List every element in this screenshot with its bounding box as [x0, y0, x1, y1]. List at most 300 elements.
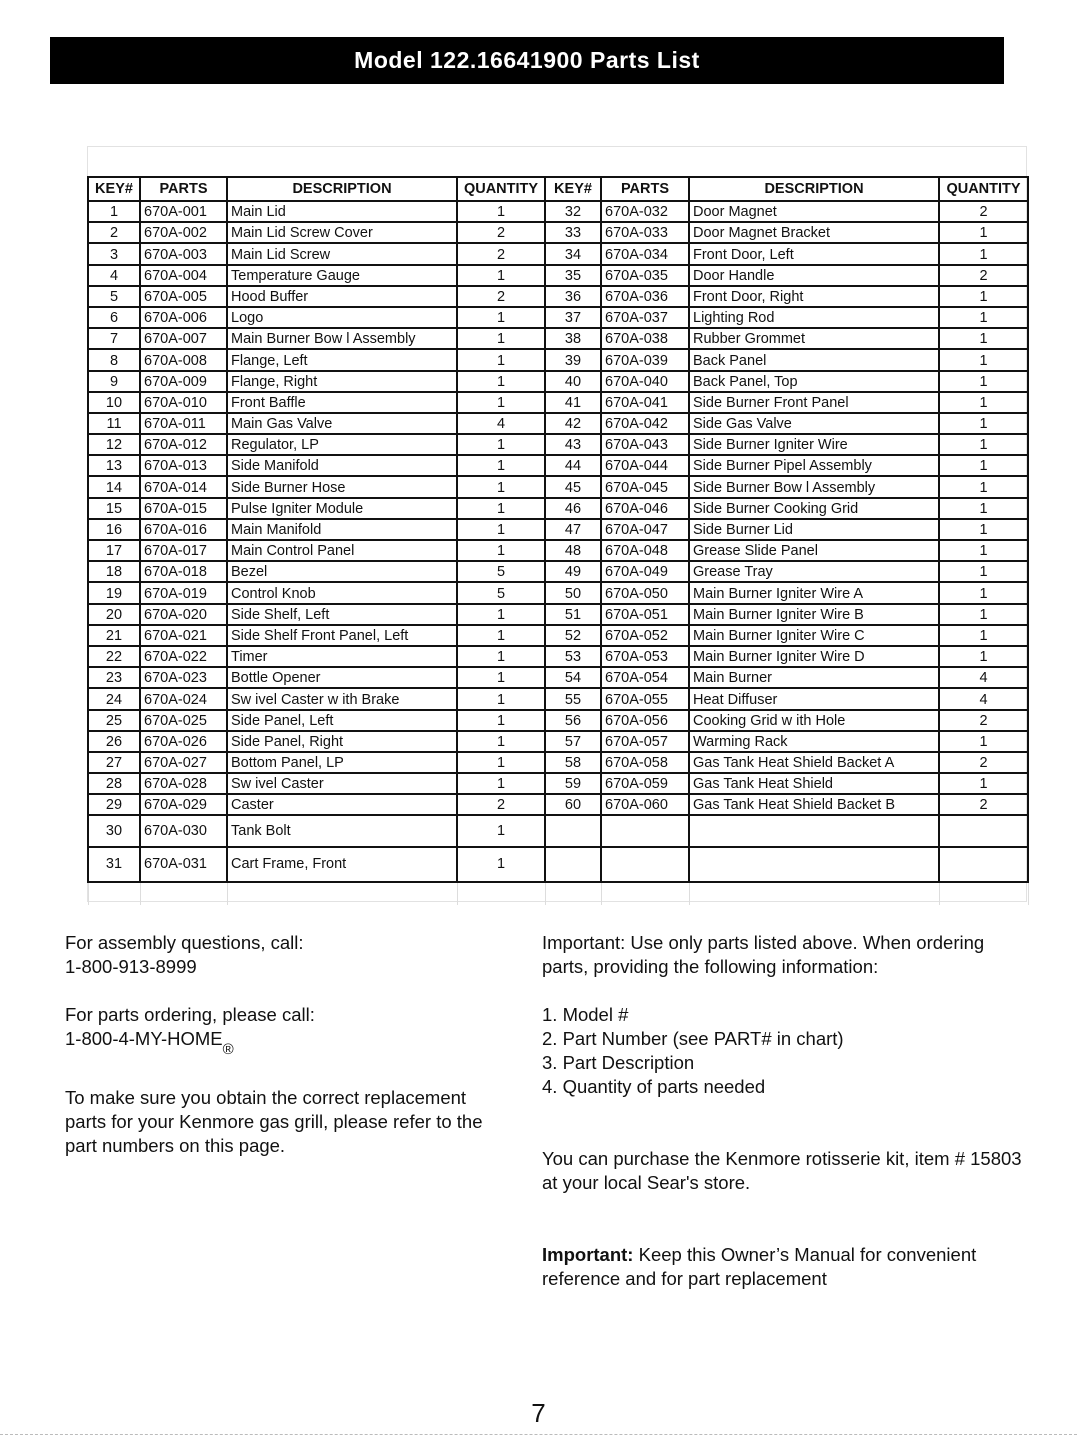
ordering-phone: 1-800-4-MY-HOME — [65, 1028, 223, 1049]
quantity-cell: 1 — [939, 773, 1028, 794]
description-cell: Main Burner Igniter Wire B — [689, 604, 939, 625]
key-cell: 25 — [88, 710, 140, 731]
parts-table — [87, 176, 1029, 905]
table-row — [88, 667, 1028, 688]
header-key: KEY# — [88, 177, 140, 201]
description-cell: Back Panel, Top — [689, 371, 939, 392]
part-number-cell: 670A-034 — [601, 243, 689, 264]
key-cell: 41 — [545, 392, 601, 413]
part-number-cell: 670A-005 — [140, 286, 227, 307]
key-cell: 51 — [545, 604, 601, 625]
part-number-cell: 670A-020 — [140, 604, 227, 625]
description-cell: Tank Bolt — [227, 815, 457, 847]
empty-cell — [939, 882, 1028, 905]
part-number-cell: 670A-001 — [140, 201, 227, 222]
part-number-cell: 670A-035 — [601, 265, 689, 286]
key-cell: 16 — [88, 519, 140, 540]
part-number-cell: 670A-037 — [601, 307, 689, 328]
header-description: DESCRIPTION — [227, 177, 457, 201]
description-cell: Temperature Gauge — [227, 265, 457, 286]
quantity-cell: 1 — [939, 349, 1028, 370]
list-item: 4. Quantity of parts needed — [542, 1076, 766, 1097]
key-cell: 11 — [88, 413, 140, 434]
key-cell: 46 — [545, 498, 601, 519]
part-number-cell: 670A-012 — [140, 434, 227, 455]
quantity-cell: 1 — [939, 646, 1028, 667]
quantity-cell: 1 — [457, 328, 545, 349]
empty-cell — [140, 882, 227, 905]
header-key-2: KEY# — [545, 177, 601, 201]
part-number-cell: 670A-008 — [140, 349, 227, 370]
table-row — [88, 265, 1028, 286]
quantity-cell: 2 — [457, 286, 545, 307]
description-cell: Side Shelf Front Panel, Left — [227, 625, 457, 646]
table-row — [88, 498, 1028, 519]
quantity-cell: 2 — [939, 265, 1028, 286]
quantity-cell: 1 — [939, 286, 1028, 307]
key-cell: 58 — [545, 752, 601, 773]
description-cell: Sw ivel Caster — [227, 773, 457, 794]
quantity-cell: 1 — [457, 498, 545, 519]
quantity-cell: 1 — [457, 392, 545, 413]
part-number-cell: 670A-056 — [601, 710, 689, 731]
key-cell: 1 — [88, 201, 140, 222]
table-padding-row — [88, 882, 1028, 905]
quantity-cell: 1 — [939, 328, 1028, 349]
empty-cell — [545, 882, 601, 905]
quantity-cell: 1 — [939, 519, 1028, 540]
header-quantity: QUANTITY — [457, 177, 545, 201]
quantity-cell: 1 — [457, 519, 545, 540]
part-number-cell: 670A-011 — [140, 413, 227, 434]
quantity-cell: 1 — [457, 847, 545, 882]
keep-text: Keep this Owner’s Manual for convenient reference and for part replacement — [542, 1244, 977, 1289]
description-cell: Grease Tray — [689, 561, 939, 582]
header-parts-2: PARTS — [601, 177, 689, 201]
part-number-cell: 670A-006 — [140, 307, 227, 328]
description-cell: Side Burner Hose — [227, 476, 457, 497]
list-item: 3. Part Description — [542, 1052, 695, 1073]
part-number-cell: 670A-029 — [140, 794, 227, 815]
table-row — [88, 773, 1028, 794]
part-number-cell: 670A-030 — [140, 815, 227, 847]
description-cell: Regulator, LP — [227, 434, 457, 455]
key-cell: 32 — [545, 201, 601, 222]
part-number-cell: 670A-021 — [140, 625, 227, 646]
part-number-cell: 670A-025 — [140, 710, 227, 731]
key-cell: 28 — [88, 773, 140, 794]
description-cell: Side Burner Lid — [689, 519, 939, 540]
quantity-cell: 1 — [939, 222, 1028, 243]
table-row — [88, 328, 1028, 349]
part-number-cell: 670A-015 — [140, 498, 227, 519]
table-row — [88, 243, 1028, 264]
description-cell: Timer — [227, 646, 457, 667]
quantity-cell: 1 — [939, 307, 1028, 328]
quantity-cell: 1 — [457, 688, 545, 709]
part-number-cell: 670A-060 — [601, 794, 689, 815]
key-cell: 50 — [545, 582, 601, 603]
quantity-cell: 1 — [457, 201, 545, 222]
part-number-cell: 670A-051 — [601, 604, 689, 625]
key-cell: 27 — [88, 752, 140, 773]
part-number-cell: 670A-018 — [140, 561, 227, 582]
key-cell: 23 — [88, 667, 140, 688]
key-cell: 35 — [545, 265, 601, 286]
table-row — [88, 519, 1028, 540]
table-row — [88, 582, 1028, 603]
key-cell: 40 — [545, 371, 601, 392]
key-cell: 20 — [88, 604, 140, 625]
description-cell: Side Panel, Left — [227, 710, 457, 731]
table-row — [88, 286, 1028, 307]
part-number-cell: 670A-009 — [140, 371, 227, 392]
quantity-cell — [939, 847, 1028, 882]
table-row — [88, 201, 1028, 222]
description-cell: Sw ivel Caster w ith Brake — [227, 688, 457, 709]
part-number-cell: 670A-019 — [140, 582, 227, 603]
description-cell: Pulse Igniter Module — [227, 498, 457, 519]
key-cell: 60 — [545, 794, 601, 815]
key-cell: 54 — [545, 667, 601, 688]
description-cell: Gas Tank Heat Shield Backet B — [689, 794, 939, 815]
key-cell: 43 — [545, 434, 601, 455]
header-parts: PARTS — [140, 177, 227, 201]
description-cell: Side Panel, Right — [227, 731, 457, 752]
part-number-cell: 670A-053 — [601, 646, 689, 667]
quantity-cell: 5 — [457, 582, 545, 603]
description-cell: Side Burner Pipel Assembly — [689, 455, 939, 476]
quantity-cell: 1 — [457, 540, 545, 561]
key-cell: 12 — [88, 434, 140, 455]
part-number-cell: 670A-055 — [601, 688, 689, 709]
description-cell: Main Lid — [227, 201, 457, 222]
registered-mark: ® — [222, 1041, 234, 1058]
quantity-cell: 1 — [457, 667, 545, 688]
part-number-cell: 670A-010 — [140, 392, 227, 413]
quantity-cell: 1 — [939, 625, 1028, 646]
quantity-cell: 2 — [457, 794, 545, 815]
left-info — [65, 931, 505, 1158]
description-cell: Bezel — [227, 561, 457, 582]
quantity-cell: 1 — [457, 731, 545, 752]
assembly-phone: 1-800-913-8999 — [65, 956, 197, 977]
key-cell: 24 — [88, 688, 140, 709]
part-number-cell: 670A-003 — [140, 243, 227, 264]
key-cell: 45 — [545, 476, 601, 497]
description-cell: Side Shelf, Left — [227, 604, 457, 625]
description-cell: Front Door, Right — [689, 286, 939, 307]
description-cell: Flange, Left — [227, 349, 457, 370]
description-cell: Back Panel — [689, 349, 939, 370]
part-number-cell: 670A-046 — [601, 498, 689, 519]
quantity-cell: 1 — [939, 371, 1028, 392]
description-cell: Bottle Opener — [227, 667, 457, 688]
key-cell: 10 — [88, 392, 140, 413]
assembly-label: For assembly questions, call: — [65, 932, 304, 953]
key-cell: 38 — [545, 328, 601, 349]
table-row — [88, 392, 1028, 413]
table-row — [88, 752, 1028, 773]
quantity-cell: 2 — [939, 752, 1028, 773]
part-number-cell: 670A-044 — [601, 455, 689, 476]
key-cell: 13 — [88, 455, 140, 476]
description-cell: Cart Frame, Front — [227, 847, 457, 882]
quantity-cell: 1 — [457, 710, 545, 731]
description-cell: Gas Tank Heat Shield — [689, 773, 939, 794]
part-number-cell: 670A-058 — [601, 752, 689, 773]
quantity-cell: 1 — [457, 349, 545, 370]
table-row — [88, 847, 1028, 882]
table-row — [88, 688, 1028, 709]
quantity-cell: 1 — [457, 604, 545, 625]
ordering-label: For parts ordering, please call: — [65, 1004, 315, 1025]
quantity-cell: 1 — [939, 604, 1028, 625]
description-cell: Main Burner Igniter Wire D — [689, 646, 939, 667]
key-cell: 37 — [545, 307, 601, 328]
header-quantity-2: QUANTITY — [939, 177, 1028, 201]
part-number-cell: 670A-036 — [601, 286, 689, 307]
description-cell: Control Knob — [227, 582, 457, 603]
part-number-cell: 670A-033 — [601, 222, 689, 243]
quantity-cell: 4 — [939, 667, 1028, 688]
part-number-cell: 670A-048 — [601, 540, 689, 561]
description-cell: Logo — [227, 307, 457, 328]
description-cell: Hood Buffer — [227, 286, 457, 307]
description-cell: Heat Diffuser — [689, 688, 939, 709]
table-row — [88, 413, 1028, 434]
key-cell: 34 — [545, 243, 601, 264]
quantity-cell: 5 — [457, 561, 545, 582]
key-cell: 44 — [545, 455, 601, 476]
description-cell — [689, 847, 939, 882]
table-row — [88, 561, 1028, 582]
description-cell: Main Burner Igniter Wire A — [689, 582, 939, 603]
part-number-cell: 670A-013 — [140, 455, 227, 476]
part-number-cell — [601, 847, 689, 882]
description-cell: Front Baffle — [227, 392, 457, 413]
key-cell: 26 — [88, 731, 140, 752]
part-number-cell: 670A-024 — [140, 688, 227, 709]
table-header-row — [88, 177, 1028, 201]
empty-cell — [689, 882, 939, 905]
header-description-2: DESCRIPTION — [689, 177, 939, 201]
part-number-cell: 670A-049 — [601, 561, 689, 582]
key-cell: 17 — [88, 540, 140, 561]
quantity-cell: 1 — [457, 455, 545, 476]
description-cell: Main Burner — [689, 667, 939, 688]
description-cell: Side Burner Bow l Assembly — [689, 476, 939, 497]
ordering-phone-line — [65, 1027, 505, 1062]
key-cell: 6 — [88, 307, 140, 328]
key-cell: 42 — [545, 413, 601, 434]
part-number-cell: 670A-017 — [140, 540, 227, 561]
key-cell: 15 — [88, 498, 140, 519]
quantity-cell: 2 — [457, 243, 545, 264]
description-cell: Door Handle — [689, 265, 939, 286]
key-cell: 21 — [88, 625, 140, 646]
key-cell: 19 — [88, 582, 140, 603]
description-cell: Flange, Right — [227, 371, 457, 392]
quantity-cell: 1 — [939, 731, 1028, 752]
quantity-cell: 1 — [457, 815, 545, 847]
empty-cell — [457, 882, 545, 905]
description-cell: Side Burner Cooking Grid — [689, 498, 939, 519]
part-number-cell: 670A-016 — [140, 519, 227, 540]
description-cell: Main Lid Screw — [227, 243, 457, 264]
quantity-cell: 2 — [939, 201, 1028, 222]
key-cell: 59 — [545, 773, 601, 794]
description-cell: Warming Rack — [689, 731, 939, 752]
quantity-cell: 1 — [939, 413, 1028, 434]
key-cell: 53 — [545, 646, 601, 667]
quantity-cell: 1 — [939, 582, 1028, 603]
description-cell: Side Manifold — [227, 455, 457, 476]
description-cell: Door Magnet — [689, 201, 939, 222]
part-number-cell: 670A-031 — [140, 847, 227, 882]
part-number-cell: 670A-027 — [140, 752, 227, 773]
key-cell: 4 — [88, 265, 140, 286]
key-cell: 36 — [545, 286, 601, 307]
description-cell — [689, 815, 939, 847]
quantity-cell: 1 — [457, 773, 545, 794]
key-cell: 48 — [545, 540, 601, 561]
key-cell — [545, 847, 601, 882]
part-number-cell: 670A-043 — [601, 434, 689, 455]
quantity-cell: 1 — [457, 476, 545, 497]
table-row — [88, 349, 1028, 370]
key-cell: 56 — [545, 710, 601, 731]
description-cell: Front Door, Left — [689, 243, 939, 264]
quantity-cell: 1 — [457, 371, 545, 392]
part-number-cell: 670A-047 — [601, 519, 689, 540]
quantity-cell: 1 — [939, 540, 1028, 561]
part-number-cell: 670A-014 — [140, 476, 227, 497]
description-cell: Main Control Panel — [227, 540, 457, 561]
quantity-cell: 4 — [939, 688, 1028, 709]
description-cell: Main Burner Bow l Assembly — [227, 328, 457, 349]
quantity-cell: 2 — [457, 222, 545, 243]
description-cell: Main Burner Igniter Wire C — [689, 625, 939, 646]
part-number-cell: 670A-026 — [140, 731, 227, 752]
quantity-cell: 1 — [939, 392, 1028, 413]
quantity-cell: 2 — [939, 710, 1028, 731]
quantity-cell: 1 — [457, 307, 545, 328]
description-cell: Main Lid Screw Cover — [227, 222, 457, 243]
quantity-cell: 1 — [939, 561, 1028, 582]
part-number-cell — [601, 815, 689, 847]
key-cell: 39 — [545, 349, 601, 370]
part-number-cell: 670A-050 — [601, 582, 689, 603]
description-cell: Caster — [227, 794, 457, 815]
key-cell: 33 — [545, 222, 601, 243]
key-cell — [545, 815, 601, 847]
replacement-note: To make sure you obtain the correct replacement parts for your Kenmore gas grill, please refer to the part numbers on this page. — [65, 1087, 483, 1156]
quantity-cell: 1 — [939, 455, 1028, 476]
part-number-cell: 670A-039 — [601, 349, 689, 370]
quantity-cell: 1 — [457, 646, 545, 667]
table-row — [88, 794, 1028, 815]
table-row — [88, 371, 1028, 392]
part-number-cell: 670A-004 — [140, 265, 227, 286]
keep-manual-note — [542, 1243, 1032, 1291]
keep-label: Important: — [542, 1244, 634, 1265]
part-number-cell: 670A-028 — [140, 773, 227, 794]
key-cell: 5 — [88, 286, 140, 307]
description-cell: Cooking Grid w ith Hole — [689, 710, 939, 731]
part-number-cell: 670A-022 — [140, 646, 227, 667]
key-cell: 14 — [88, 476, 140, 497]
key-cell: 31 — [88, 847, 140, 882]
quantity-cell — [939, 815, 1028, 847]
right-info — [542, 931, 1032, 1291]
key-cell: 29 — [88, 794, 140, 815]
empty-cell — [227, 882, 457, 905]
description-cell: Grease Slide Panel — [689, 540, 939, 561]
description-cell: Bottom Panel, LP — [227, 752, 457, 773]
table-row — [88, 815, 1028, 847]
table-row — [88, 434, 1028, 455]
quantity-cell: 1 — [457, 265, 545, 286]
table-row — [88, 455, 1028, 476]
table-row — [88, 625, 1028, 646]
key-cell: 3 — [88, 243, 140, 264]
list-item: 2. Part Number (see PART# in chart) — [542, 1028, 844, 1049]
key-cell: 2 — [88, 222, 140, 243]
table-row — [88, 646, 1028, 667]
quantity-cell: 1 — [939, 476, 1028, 497]
list-item: 1. Model # — [542, 1004, 629, 1025]
quantity-cell: 1 — [939, 434, 1028, 455]
part-number-cell: 670A-040 — [601, 371, 689, 392]
empty-cell — [88, 882, 140, 905]
description-cell: Door Magnet Bracket — [689, 222, 939, 243]
quantity-cell: 1 — [457, 434, 545, 455]
key-cell: 8 — [88, 349, 140, 370]
key-cell: 7 — [88, 328, 140, 349]
empty-cell — [601, 882, 689, 905]
rotisserie-note: You can purchase the Kenmore rotisserie kit, item # 15803 at your local Sear's store. — [542, 1148, 1022, 1193]
description-cell: Side Gas Valve — [689, 413, 939, 434]
table-row — [88, 710, 1028, 731]
part-number-cell: 670A-007 — [140, 328, 227, 349]
quantity-cell: 2 — [939, 794, 1028, 815]
part-number-cell: 670A-002 — [140, 222, 227, 243]
description-cell: Side Burner Front Panel — [689, 392, 939, 413]
part-number-cell: 670A-032 — [601, 201, 689, 222]
part-number-cell: 670A-042 — [601, 413, 689, 434]
part-number-cell: 670A-057 — [601, 731, 689, 752]
footer-divider — [0, 1434, 1077, 1435]
key-cell: 18 — [88, 561, 140, 582]
quantity-cell: 1 — [457, 752, 545, 773]
table-row — [88, 222, 1028, 243]
key-cell: 57 — [545, 731, 601, 752]
quantity-cell: 4 — [457, 413, 545, 434]
part-number-cell: 670A-041 — [601, 392, 689, 413]
key-cell: 22 — [88, 646, 140, 667]
key-cell: 55 — [545, 688, 601, 709]
table-row — [88, 604, 1028, 625]
description-cell: Rubber Grommet — [689, 328, 939, 349]
quantity-cell: 1 — [457, 625, 545, 646]
key-cell: 49 — [545, 561, 601, 582]
table-row — [88, 476, 1028, 497]
key-cell: 30 — [88, 815, 140, 847]
part-number-cell: 670A-054 — [601, 667, 689, 688]
description-cell: Side Burner Igniter Wire — [689, 434, 939, 455]
part-number-cell: 670A-052 — [601, 625, 689, 646]
